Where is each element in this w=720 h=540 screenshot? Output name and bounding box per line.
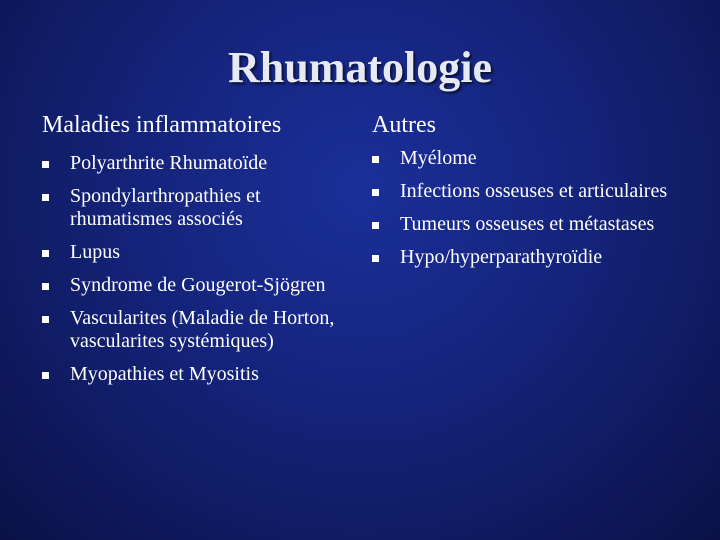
list-item-text: Myopathies et Myositis <box>70 363 259 385</box>
square-bullet-icon <box>42 194 49 201</box>
list-item <box>42 274 342 297</box>
list-item <box>42 185 342 231</box>
square-bullet-icon <box>42 250 49 257</box>
list-item <box>42 307 342 353</box>
square-bullet-icon <box>42 372 49 379</box>
square-bullet-icon <box>372 255 379 262</box>
list-item <box>42 363 342 386</box>
list-item-text: Tumeurs osseuses et métastases <box>400 213 655 235</box>
list-item-text: Hypo/hyperparathyroïdie <box>400 246 603 268</box>
list-item <box>372 246 692 269</box>
list-item-text: Vascularites (Maladie de Horton, vascularites systémiques) <box>70 307 335 352</box>
list-item-text: Myélome <box>400 147 477 169</box>
slide-title: Rhumatologie <box>228 43 492 92</box>
list-item-text: Lupus <box>70 241 120 263</box>
left-bullet-list <box>42 152 342 396</box>
square-bullet-icon <box>372 156 379 163</box>
left-column-heading: Maladies inflammatoires <box>42 112 282 138</box>
right-bullet-list <box>372 147 692 279</box>
list-item <box>42 152 342 175</box>
square-bullet-icon <box>42 161 49 168</box>
list-item <box>372 180 692 203</box>
square-bullet-icon <box>42 316 49 323</box>
square-bullet-icon <box>42 283 49 290</box>
list-item <box>372 213 692 236</box>
list-item <box>42 241 342 264</box>
right-column-heading: Autres <box>372 112 436 138</box>
list-item-text: Infections osseuses et articulaires <box>400 180 668 202</box>
list-item <box>372 147 692 170</box>
square-bullet-icon <box>372 189 379 196</box>
list-item-text: Polyarthrite Rhumatoïde <box>70 152 268 174</box>
square-bullet-icon <box>372 222 379 229</box>
list-item-text: Spondylarthropathies et rhumatismes associés <box>70 185 261 230</box>
list-item-text: Syndrome de Gougerot-Sjögren <box>70 274 326 296</box>
